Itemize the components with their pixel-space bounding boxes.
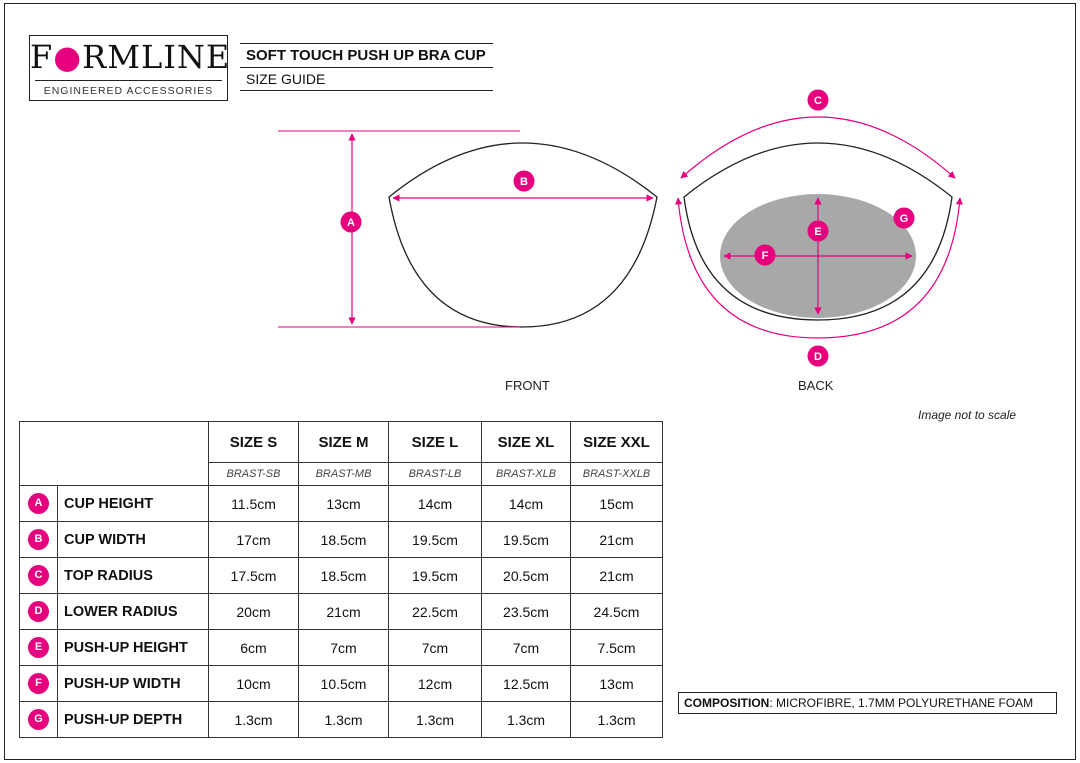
size-value-cell: 7cm [299,630,389,666]
size-value-cell: 19.5cm [389,558,482,594]
row-key-cell [20,522,58,558]
row-key-badge: D [28,601,49,622]
composition-box [678,692,1057,714]
marker-b [514,171,535,192]
row-key-badge: G [28,709,49,730]
size-value-cell: 12cm [389,666,482,702]
size-header: SIZE XXL [571,422,663,463]
size-value-cell: 17cm [209,522,299,558]
table-row [20,630,663,666]
size-value-cell: 20cm [209,594,299,630]
brand-tagline: ENGINEERED ACCESSORIES [43,85,214,97]
back-label: BACK [798,378,834,393]
size-value-cell: 19.5cm [389,522,482,558]
size-header: SIZE XL [482,422,571,463]
size-value-cell: 18.5cm [299,522,389,558]
composition-label: COMPOSITION [684,696,770,710]
size-value-cell: 21cm [571,558,663,594]
size-value-cell: 7cm [482,630,571,666]
size-value-cell: 23.5cm [482,594,571,630]
size-value-cell: 7.5cm [571,630,663,666]
size-header: SIZE L [389,422,482,463]
size-value-cell: 13cm [571,666,663,702]
row-label: PUSH-UP DEPTH [58,702,209,738]
svg-text:B: B [520,176,528,188]
marker-e [808,221,829,242]
row-key-cell [20,702,58,738]
size-value-cell: 1.3cm [299,702,389,738]
size-value-cell: 1.3cm [571,702,663,738]
size-value-cell: 6cm [209,630,299,666]
size-value-cell: 10cm [209,666,299,702]
product-code: BRAST-LB [389,463,482,486]
table-row [20,486,663,522]
table-row [20,558,663,594]
row-key-badge: C [28,565,49,586]
size-value-cell: 17.5cm [209,558,299,594]
row-label: CUP HEIGHT [58,486,209,522]
size-value-cell: 18.5cm [299,558,389,594]
size-value-cell: 14cm [482,486,571,522]
row-key-cell [20,666,58,702]
row-label: PUSH-UP WIDTH [58,666,209,702]
size-header: SIZE S [209,422,299,463]
size-value-cell: 20.5cm [482,558,571,594]
size-header: SIZE M [299,422,389,463]
row-label: TOP RADIUS [58,558,209,594]
svg-text:A: A [347,217,355,229]
size-header-row [20,422,663,463]
svg-text:F: F [761,250,769,262]
marker-f [755,245,776,266]
row-key-cell [20,486,58,522]
svg-text:E: E [814,226,822,238]
composition-value: : MICROFIBRE, 1.7MM POLYURETHANE FOAM [769,696,1034,710]
brand-wordmark: F●RMLINE [30,38,231,76]
size-value-cell: 19.5cm [482,522,571,558]
svg-text:C: C [814,95,822,107]
size-value-cell: 14cm [389,486,482,522]
marker-a [341,212,362,233]
row-label: PUSH-UP HEIGHT [58,630,209,666]
size-value-cell: 10.5cm [299,666,389,702]
front-label: FRONT [505,378,550,393]
svg-text:G: G [899,213,909,225]
size-value-cell: 1.3cm [389,702,482,738]
size-value-cell: 7cm [389,630,482,666]
row-key-badge: F [28,673,49,694]
table-row [20,522,663,558]
size-value-cell: 12.5cm [482,666,571,702]
marker-g [894,208,915,229]
row-label: LOWER RADIUS [58,594,209,630]
size-table [19,421,663,738]
product-code: BRAST-MB [299,463,389,486]
table-row [20,702,663,738]
row-key-badge: A [28,493,49,514]
row-label: CUP WIDTH [58,522,209,558]
marker-d [808,346,829,367]
row-key-badge: B [28,529,49,550]
row-key-cell [20,558,58,594]
svg-text:D: D [814,351,822,363]
table-row [20,666,663,702]
page-title: SOFT TOUCH PUSH UP BRA CUP [246,47,486,64]
size-value-cell: 1.3cm [482,702,571,738]
row-key-cell [20,630,58,666]
page-subtitle: SIZE GUIDE [246,71,326,87]
size-value-cell: 15cm [571,486,663,522]
row-key-cell [20,594,58,630]
size-value-cell: 24.5cm [571,594,663,630]
product-code: BRAST-XXLB [571,463,663,486]
size-value-cell: 21cm [571,522,663,558]
size-value-cell: 1.3cm [209,702,299,738]
size-value-cell: 21cm [299,594,389,630]
size-value-cell: 13cm [299,486,389,522]
marker-c [808,90,829,111]
product-code: BRAST-SB [209,463,299,486]
size-value-cell: 22.5cm [389,594,482,630]
row-key-badge: E [28,637,49,658]
product-code: BRAST-XLB [482,463,571,486]
table-corner [20,422,209,486]
table-row [20,594,663,630]
scale-note: Image not to scale [918,408,1017,422]
size-value-cell: 11.5cm [209,486,299,522]
